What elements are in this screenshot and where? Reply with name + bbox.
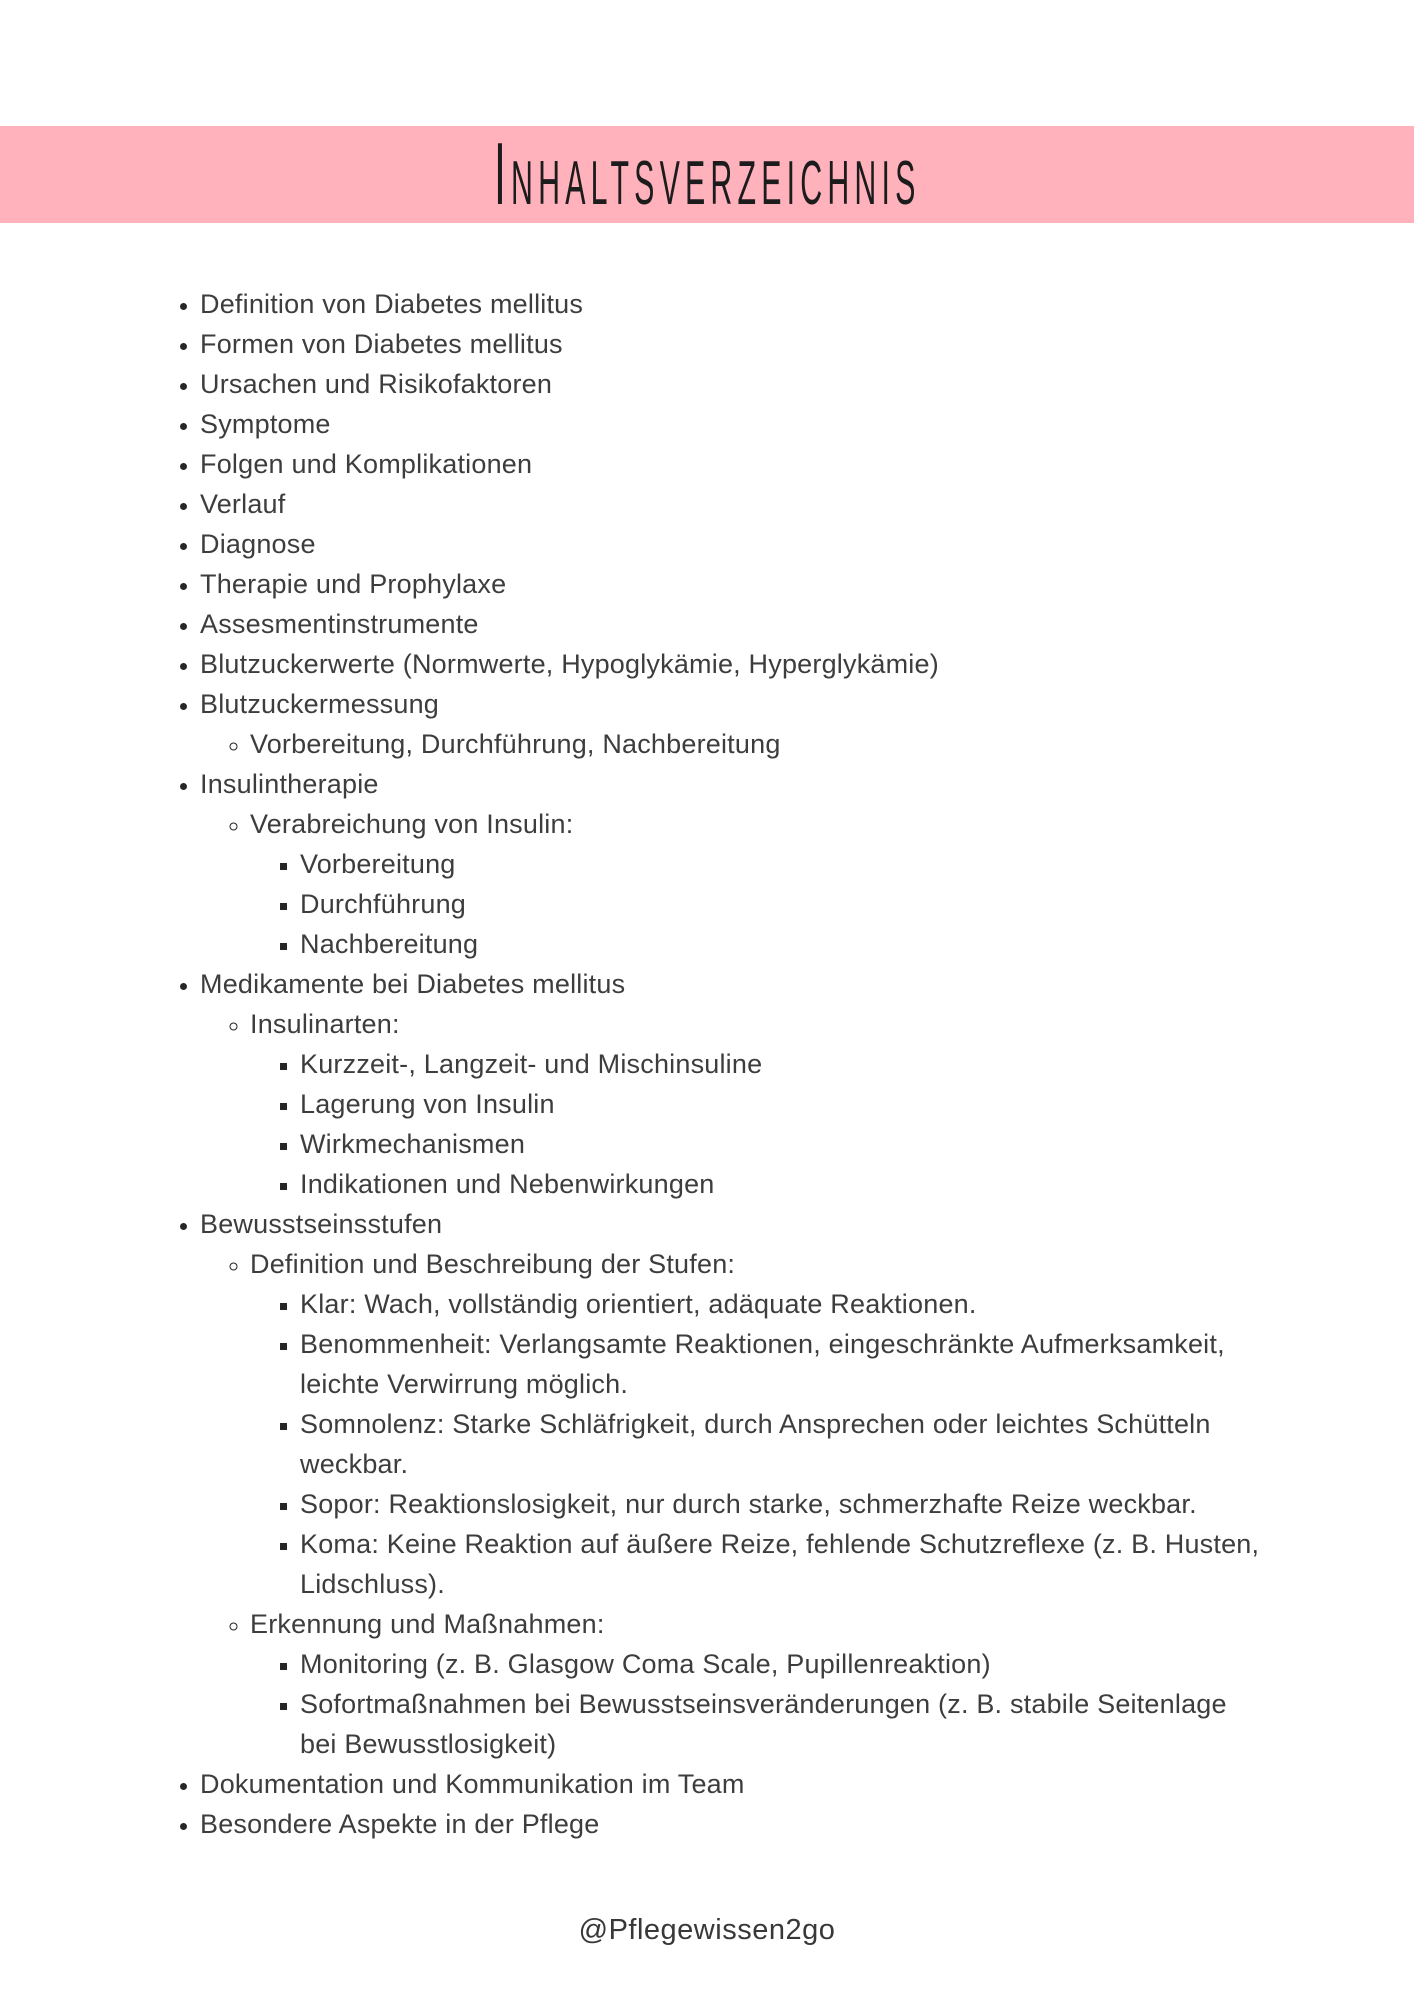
toc-item [200,964,1264,1204]
toc-item-label: Besondere Aspekte in der Pflege [200,1809,600,1839]
toc-item [300,1284,1264,1324]
toc-item-label: Monitoring (z. B. Glasgow Coma Scale, Pupillenreaktion) [300,1649,991,1679]
toc-item [250,1604,1264,1764]
toc-item [200,324,1264,364]
toc-item-label: Somnolenz: Starke Schläfrigkeit, durch Ansprechen oder leichtes Schütteln weckbar. [300,1409,1211,1479]
toc-item [300,1484,1264,1524]
toc-item-label: Definition von Diabetes mellitus [200,289,584,319]
toc-item-label: Therapie und Prophylaxe [200,569,507,599]
toc-item-label: Vorbereitung, Durchführung, Nachbereitung [250,729,781,759]
toc-item [200,364,1264,404]
toc-item [200,284,1264,324]
title-banner [0,126,1414,223]
toc-item-label: Indikationen und Nebenwirkungen [300,1169,715,1199]
toc-list-level-3 [250,844,1264,964]
toc-item [200,764,1264,964]
toc-item-label: Wirkmechanismen [300,1129,526,1159]
toc-item [250,1004,1264,1204]
toc-item-label: Symptome [200,409,331,439]
toc-item [300,844,1264,884]
toc-item-label: Insulintherapie [200,769,379,799]
toc-item [200,1804,1264,1844]
toc-item-label: Nachbereitung [300,929,479,959]
toc-item [300,1684,1264,1764]
toc-item [250,804,1264,964]
toc-item-label: Dokumentation und Kommunikation im Team [200,1769,745,1799]
toc-item-label: Formen von Diabetes mellitus [200,329,563,359]
toc-item [300,1124,1264,1164]
toc-item [200,484,1264,524]
toc-item-label: Sofortmaßnahmen bei Bewusstseinsveränderungen (z. B. stabile Seitenlage bei Bewusstlosigkeit) [300,1689,1227,1759]
toc-item-label: Ursachen und Risikofaktoren [200,369,553,399]
footer [0,1910,1414,1950]
toc-item [300,1044,1264,1084]
footer-handle: @Pflegewissen2go [578,1914,836,1946]
toc-item [300,924,1264,964]
toc-item [300,1404,1264,1484]
toc-item-label: Definition und Beschreibung der Stufen: [250,1249,736,1279]
toc-list-level-2 [200,724,1264,764]
toc-list-level-3 [250,1044,1264,1204]
toc-item-label: Vorbereitung [300,849,456,879]
toc-item [300,1324,1264,1404]
toc-item [300,1164,1264,1204]
toc-item [200,1204,1264,1764]
toc-item [200,1764,1264,1804]
toc-item [250,724,1264,764]
toc-item [200,604,1264,644]
toc-list-level-3 [250,1644,1264,1764]
toc-item [300,884,1264,924]
toc-item-label: Diagnose [200,529,316,559]
toc-list-level-2 [200,1244,1264,1764]
toc-item-label: Blutzuckerwerte (Normwerte, Hypoglykämie, Hyperglykämie) [200,649,939,679]
toc-item-label: Folgen und Komplikationen [200,449,533,479]
toc-item-label: Bewusstseinsstufen [200,1209,443,1239]
toc-item [250,1244,1264,1604]
toc-list-level-1 [0,284,1414,1844]
toc-item-label: Sopor: Reaktionslosigkeit, nur durch starke, schmerzhafte Reize weckbar. [300,1489,1197,1519]
toc-list-level-2 [200,1004,1264,1204]
toc-item [300,1084,1264,1124]
toc-list-level-2 [200,804,1264,964]
toc-item [200,684,1264,764]
toc-item-label: Koma: Keine Reaktion auf äußere Reize, fehlende Schutzreflexe (z. B. Husten, Lidschluss). [300,1529,1260,1599]
toc-item-label: Verlauf [200,489,286,519]
toc-item-label: Kurzzeit-, Langzeit- und Mischinsuline [300,1049,763,1079]
toc-item [200,644,1264,684]
toc-item-label: Assesmentinstrumente [200,609,479,639]
toc-item-label: Lagerung von Insulin [300,1089,555,1119]
toc-item-label: Erkennung und Maßnahmen: [250,1609,605,1639]
toc-item-label: Benommenheit: Verlangsamte Reaktionen, eingeschränkte Aufmerksamkeit, leichte Verwirrung möglich. [300,1329,1225,1399]
toc-item [300,1524,1264,1604]
toc-item [200,404,1264,444]
toc [0,284,1414,1844]
toc-list-level-3 [250,1284,1264,1604]
toc-item [200,524,1264,564]
toc-item [300,1644,1264,1684]
toc-item [200,564,1264,604]
toc-item-label: Insulinarten: [250,1009,400,1039]
toc-item-label: Durchführung [300,889,466,919]
toc-item-label: Blutzuckermessung [200,689,440,719]
toc-item-label: Verabreichung von Insulin: [250,809,574,839]
toc-item [200,444,1264,484]
toc-item-label: Medikamente bei Diabetes mellitus [200,969,626,999]
toc-item-label: Klar: Wach, vollständig orientiert, adäquate Reaktionen. [300,1289,977,1319]
page-title: Inhaltsverzeichnis [493,125,921,224]
